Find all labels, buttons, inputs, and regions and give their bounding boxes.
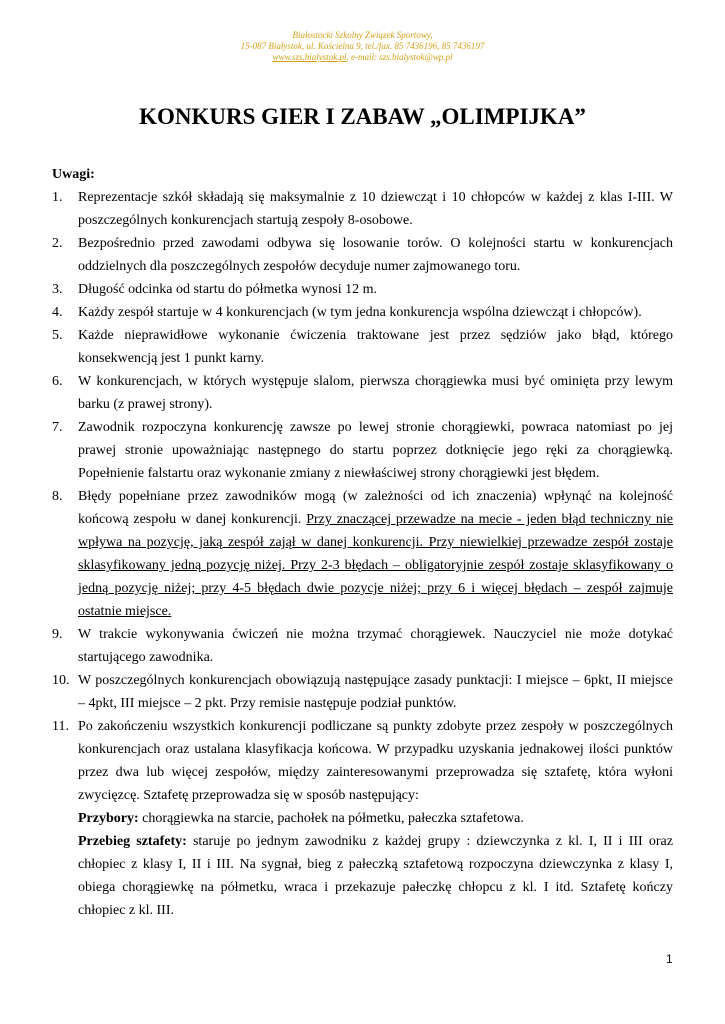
rules-list <box>52 186 673 922</box>
rule-text: Długość odcinka od startu do półmetka wynosi 12 m. <box>78 282 378 297</box>
relay-text: staruje po jednym zawodniku z każdej grupy : dziewczynka z kl. I, II i III oraz chłopiec z klasy I, II i III. Na sygnał, bieg z pałeczką sztafetową rozpoczyna dziewczynka z klasy I, obiega chorągiewkę na półmetku, wraca i przekazuje pałeczkę chłopcu z kl. I itd. Sztafetę kończy chłopiec z kl. III. <box>78 834 673 918</box>
letterhead <box>0 30 725 63</box>
rule-item: 2. Bezpośrednio przed zawodami odbywa się losowanie torów. O kolejności startu w konkurencjach oddzielnych dla poszczególnych zespołów decyduje numer zajmowanego toru. <box>52 236 673 274</box>
email-text: , e-mail: szs.bialystok@wp.pl <box>346 52 453 62</box>
relay-label: Przebieg sztafety: <box>78 834 187 849</box>
relay-paragraph <box>78 830 673 922</box>
rule-text: W konkurencjach, w których występuje slalom, pierwsza chorągiewka musi być ominięta przy lewym barku (z prawej strony). <box>78 374 673 412</box>
rule-item: 9. W trakcie wykonywania ćwiczeń nie można trzymać chorągiewek. Nauczyciel nie może dotykać startującego zawodnika. <box>52 627 673 665</box>
rule-item: 1. Reprezentacje szkół składają się maksymalnie z 10 dziewcząt i 10 chłopców w każdej z klas I-III. W poszczególnych konkurencjach startują zespoły 8-osobowe. <box>52 190 673 228</box>
rule-text: Każde nieprawidłowe wykonanie ćwiczenia traktowane jest przez sędziów jako błąd, którego konsekwencją jest 1 punkt karny. <box>78 328 673 366</box>
letterhead-address: 15-087 Białystok, ul. Kościelna 9, tel./fax. 85 7436196, 85 7436197 <box>240 41 485 51</box>
rule-item: 8. Błędy popełniane przez zawodników mogą (w zależności od ich znaczenia) wpłynąć na kolejność końcową zespołu w danej konkurencji. Przy znaczącej przewadze na mecie - jeden błąd techniczny nie wpływa na pozycję, jaką zespół zajął w danej konkurencji. Przy niewielkiej przewadze zespół zostaje sklasyfikowany jedną pozycję niżej. Przy 2-3 błędach – obligatoryjnie zespół zostaje sklasyfikowany o jedną pozycję niżej; przy 4-5 błędach dwie pozycje niżej; przy 6 i więcej błędach – zespół zajmuje ostatnie miejsce. <box>52 489 673 619</box>
rule-text: Bezpośrednio przed zawodami odbywa się losowanie torów. O kolejności startu w konkurencjach oddzielnych dla poszczególnych zespołów decyduje numer zajmowanego toru. <box>78 236 673 274</box>
rule-text: W trakcie wykonywania ćwiczeń nie można trzymać chorągiewek. Nauczyciel nie może dotykać startującego zawodnika. <box>78 627 673 665</box>
rule-text: Po zakończeniu wszystkich konkurencji podliczane są punkty zdobyte przez zespoły w poszczególnych konkurencjach oraz ustalana klasyfikacja końcowa. W przypadku uzyskania jednakowej ilości punktów przez dwa lub więcej zespołów, między zainteresowanymi przeprowadza się sztafetę, która wyłoni zwycięzcę. Sztafetę przeprowadza się w sposób następujący: <box>78 719 673 803</box>
rule-text: W poszczególnych konkurencjach obowiązują następujące zasady punktacji: I miejsce – 6pkt, II miejsce – 4pkt, III miejsce – 2 pkt. Przy remisie następuje podział punktów. <box>78 673 673 711</box>
rule-text: Reprezentacje szkół składają się maksymalnie z 10 dziewcząt i 10 chłopców w każdej z klas I-III. W poszczególnych konkurencjach startują zespoły 8-osobowe. <box>78 190 673 228</box>
rule-item: 3. Długość odcinka od startu do półmetka wynosi 12 m. <box>52 282 378 297</box>
letterhead-organization: Białostocki Szkolny Związek Sportowy, <box>292 30 433 40</box>
rule-item: 11. Po zakończeniu wszystkich konkurencji podliczane są punkty zdobyte przez zespoły w poszczególnych konkurencjach oraz ustalana klasyfikacja końcowa. W przypadku uzyskania jednakowej ilości punktów przez dwa lub więcej zespołów, między zainteresowanymi przeprowadza się sztafetę, która wyłoni zwycięzcę. Sztafetę przeprowadza się w sposób następujący: Przybory: chorągiewka na starcie, pachołek na półmetku, pałeczka sztafetowa. Przebieg sztafety: staruje po jednym zawodniku z każdej grupy : dziewczynka z kl. I, II i III oraz chłopiec z klasy I, II i III. Na sygnał, bieg z pałeczką sztafetową rozpoczyna dziewczynka z klasy I, obiega chorągiewkę na półmetku, wraca i przekazuje pałeczkę chłopcu z kl. I itd. Sztafetę kończy chłopiec z kl. III. <box>52 715 673 922</box>
website-link[interactable]: www.szs.bialystok.pl <box>272 52 347 62</box>
equipment-text: chorągiewka na starcie, pachołek na półmetku, pałeczka sztafetowa. <box>138 811 524 826</box>
letterhead-contact <box>0 52 725 63</box>
notes-label: Uwagi: <box>52 167 95 182</box>
rule-item: 10. W poszczególnych konkurencjach obowiązują następujące zasady punktacji: I miejsce – 6pkt, II miejsce – 4pkt, III miejsce – 2 pkt. Przy remisie następuje podział punktów. <box>52 673 673 711</box>
equipment-paragraph <box>78 807 673 830</box>
rule-item: 7. Zawodnik rozpoczyna konkurencję zawsze po lewej stronie chorągiewki, powraca natomiast po jej prawej stronie upoważniając następnego do startu poprzez dotknięcie jego ręki za chorągiewką. Popełnienie falstartu oraz wykonanie zmiany z niewłaściwej strony chorągiewki jest błędem. <box>52 420 673 481</box>
rule-text: Każdy zespół startuje w 4 konkurencjach (w tym jedna konkurencja wspólna dziewcząt i chłopców). <box>78 305 642 320</box>
rule-item: 6. W konkurencjach, w których występuje slalom, pierwsza chorągiewka musi być ominięta przy lewym barku (z prawej strony). <box>52 374 673 412</box>
document-title: KONKURS GIER I ZABAW „OLIMPIJKA” <box>139 104 586 129</box>
rule-item: 5. Każde nieprawidłowe wykonanie ćwiczenia traktowane jest przez sędziów jako błąd, którego konsekwencją jest 1 punkt karny. <box>52 328 673 366</box>
rule-item: 4. Każdy zespół startuje w 4 konkurencjach (w tym jedna konkurencja wspólna dziewcząt i chłopców). <box>52 305 642 320</box>
rule-text: Błędy popełniane przez zawodników mogą (w zależności od ich znaczenia) wpłynąć na kolejność końcową zespołu w danej konkurencji. <box>78 489 673 527</box>
rule-text: Zawodnik rozpoczyna konkurencję zawsze po lewej stronie chorągiewki, powraca natomiast po jej prawej stronie upoważniając następnego do startu poprzez dotknięcie jego ręki za chorągiewką. Popełnienie falstartu oraz wykonanie zmiany z niewłaściwej strony chorągiewki jest błędem. <box>78 420 673 481</box>
rule-text-underlined: Przy znaczącej przewadze na mecie - jeden błąd techniczny nie wpływa na pozycję, jaką zespół zajął w danej konkurencji. Przy niewielkiej przewadze zespół zostaje sklasyfikowany jedną pozycję niżej. Przy 2-3 błędach – obligatoryjnie zespół zostaje sklasyfikowany o jedną pozycję niżej; przy 4-5 błędach dwie pozycje niżej; przy 6 i więcej błędach – zespół zajmuje ostatnie miejsce. <box>78 512 673 619</box>
page-number: 1 <box>666 952 673 966</box>
equipment-label: Przybory: <box>78 811 139 826</box>
